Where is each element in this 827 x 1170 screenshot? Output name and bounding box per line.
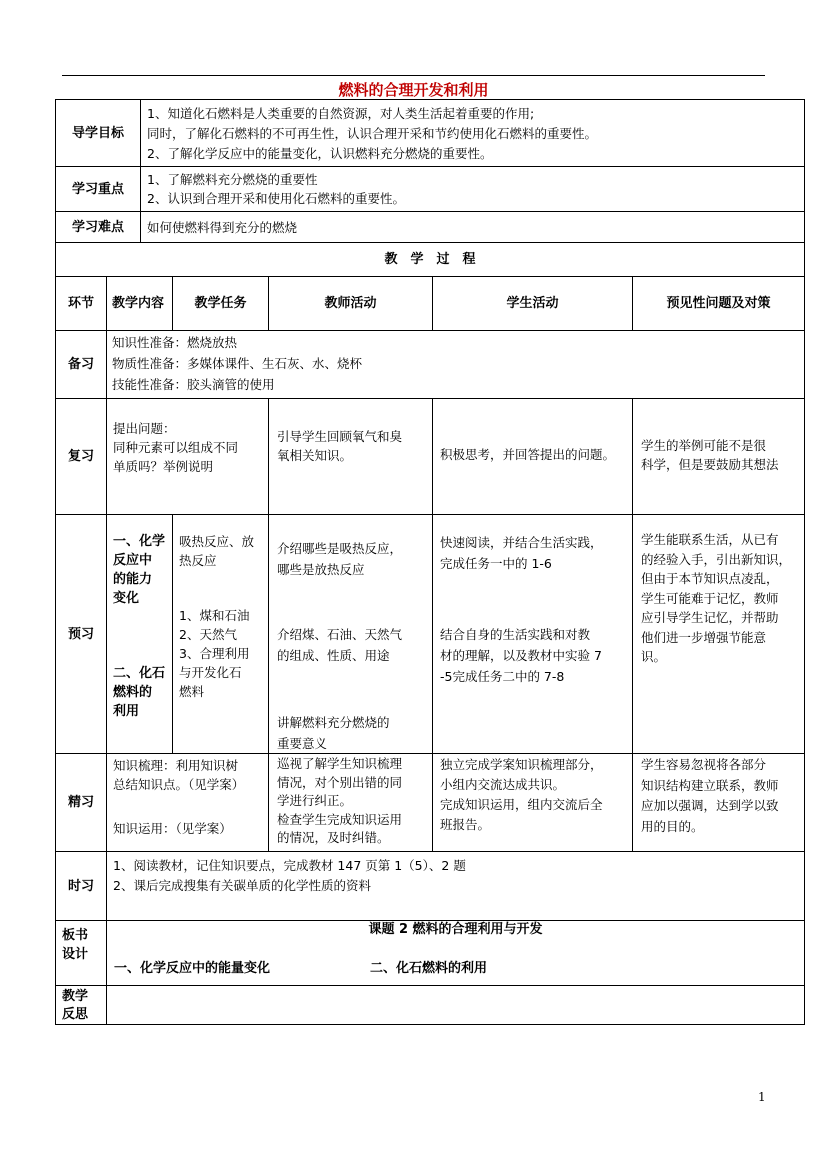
preview-content-line: 的能力 — [113, 572, 153, 587]
refine-strategy-line: 应加以强调，达到学以致 — [641, 798, 779, 813]
preview-teacher-line: 哪些是放热反应 — [277, 562, 365, 577]
reflection-label-line: 反思 — [62, 1007, 89, 1022]
review-content-line: 同种元素可以组成不同 — [113, 440, 239, 455]
preview-teacher-line: 介绍煤、石油、天然气 — [277, 627, 403, 642]
preview-teacher-line: 的组成、性质、用途 — [277, 648, 390, 663]
preview-content-line: 利用 — [113, 704, 140, 719]
preview-teacher-1 — [277, 538, 432, 580]
key-point-line: 2、认识到合理开采和使用化石燃料的重要性。 — [147, 191, 405, 206]
preview-strategy-line: 应引导学生记忆，并帮助 — [641, 610, 779, 625]
goal-line: 1、知道化石燃料是人类重要的自然资源，对人类生活起着重要的作用; — [147, 106, 535, 121]
review-content-line: 提出问题： — [113, 421, 176, 436]
preview-task-line: 热反应 — [179, 553, 217, 568]
prep-line: 知识性准备：燃烧放热 — [112, 335, 238, 350]
goals-text — [147, 104, 802, 164]
preview-task-line: 2、天然气 — [179, 627, 237, 642]
refine-student — [440, 755, 632, 835]
preview-content-2 — [113, 664, 171, 724]
board-label-line: 设计 — [62, 947, 89, 962]
preview-content-1 — [113, 532, 171, 612]
preview-content-line: 变化 — [113, 591, 140, 606]
reflection-label — [62, 988, 106, 1024]
key-points-text — [147, 170, 802, 210]
refine-teacher-line: 的情况，及时纠错。 — [277, 830, 390, 845]
prep-text — [112, 332, 802, 396]
preview-task-line: 3、合理利用 — [179, 646, 250, 661]
board-heading: 课题 2 燃料的合理利用与开发 — [368, 922, 543, 937]
refine-teacher-line: 巡视了解学生知识梳理 — [277, 756, 403, 771]
refine-strategy-line: 用的目的。 — [641, 818, 704, 834]
review-strategy — [641, 436, 803, 476]
preview-strategy — [641, 530, 803, 670]
preview-content-line: 燃料的 — [113, 685, 153, 700]
preview-task-2 — [179, 606, 268, 702]
header-task: 教学任务 — [194, 296, 247, 311]
preview-teacher-2 — [277, 624, 432, 666]
preview-task-line: 吸热反应、放 — [179, 534, 255, 549]
review-content — [113, 419, 267, 479]
review-content-line: 单质吗？举例说明 — [113, 459, 214, 474]
preview-label: 预习 — [67, 626, 94, 642]
page-title: 燃料的合理开发和利用 — [338, 81, 489, 99]
key-points-label: 学习重点 — [71, 181, 124, 197]
header-rule — [62, 75, 765, 76]
review-teacher-line: 氧相关知识。 — [277, 448, 353, 463]
refine-strategy-line: 知识结构建立联系，教师 — [641, 777, 779, 793]
header-teacher: 教师活动 — [324, 296, 377, 311]
preview-task-1 — [179, 532, 268, 572]
preview-student-line: 快速阅读，并结合生活实践， — [440, 535, 603, 550]
refine-strategy-line: 学生容易忽视将各部分 — [641, 757, 767, 772]
refine-student-line: 完成知识运用，组内交流后全 — [440, 797, 603, 812]
review-teacher-line: 引导学生回顾氧气和臭 — [277, 429, 403, 444]
header-student: 学生活动 — [506, 296, 559, 311]
practice-label: 时习 — [67, 878, 94, 894]
preview-strategy-line: 学生可能难于记忆，教师 — [641, 590, 779, 606]
refine-content-2: 知识运用：（见学案） — [113, 821, 232, 836]
preview-teacher-line: 介绍哪些是吸热反应， — [277, 541, 403, 556]
refine-strategy — [641, 755, 803, 839]
board-label-line: 板书 — [62, 928, 89, 943]
preview-student-line: 完成任务一中的 1-6 — [440, 556, 552, 571]
practice-text — [113, 856, 803, 900]
refine-student-line: 独立完成学案知识梳理部分， — [440, 757, 603, 772]
refine-content-line: 知识梳理：利用知识树 — [113, 758, 239, 773]
header-stage: 环节 — [67, 296, 94, 311]
preview-student-1 — [440, 532, 632, 574]
header-strategy: 预见性问题及对策 — [666, 296, 771, 311]
goal-line: 2、了解化学反应中的能量变化，认识燃料充分燃烧的重要性。 — [147, 146, 493, 161]
board-part-1: 一、化学反应中的能量变化 — [114, 961, 271, 976]
review-teacher — [277, 427, 431, 467]
practice-line: 2、课后完成搜集有关碳单质的化学性质的资料 — [113, 878, 371, 893]
preview-student-2 — [440, 624, 632, 687]
prep-line: 技能性准备：胶头滴管的使用 — [112, 377, 275, 392]
preview-teacher-3 — [277, 712, 432, 754]
preview-strategy-line: 学生能联系生活，从已有 — [641, 532, 779, 547]
goal-line: 同时，了解化石燃料的不可再生性，认识合理开采和节约使用化石燃料的重要性。 — [147, 126, 598, 141]
refine-student-line: 小组内交流达成共识。 — [440, 777, 566, 792]
refine-content-1 — [113, 756, 268, 796]
preview-task-line: 与开发化石 — [179, 665, 242, 680]
preview-strategy-line: 但由于本节知识点凌乱， — [641, 571, 779, 586]
page-number: 1 — [758, 1090, 766, 1104]
board-label — [62, 926, 106, 966]
prep-line: 物质性准备：多媒体课件、生石灰、水、烧杯 — [112, 356, 363, 371]
review-label: 复习 — [67, 449, 94, 464]
preview-student-line: -5完成任务二中的 7-8 — [440, 669, 565, 684]
preview-strategy-line: 的经验入手，引出新知识， — [641, 551, 792, 567]
goals-label: 导学目标 — [71, 125, 124, 141]
refine-student-line: 班报告。 — [440, 817, 491, 832]
review-student: 积极思考，并回答提出的问题。 — [440, 447, 616, 462]
difficulty-text: 如何使燃料得到充分的燃烧 — [147, 219, 298, 235]
refine-teacher-line: 学进行纠正。 — [277, 793, 353, 808]
refine-content-line: 总结知识点。（见学案） — [113, 777, 245, 792]
header-content: 教学内容 — [112, 295, 165, 311]
board-part-2: 二、化石燃料的利用 — [370, 961, 488, 976]
difficulty-label: 学习难点 — [71, 219, 124, 235]
practice-line: 1、阅读教材，记住知识要点，完成教材 147 页第 1（5）、2 题 — [113, 858, 466, 873]
review-strategy-line: 科学，但是要鼓励其想法 — [641, 457, 779, 472]
preview-strategy-line: 他们进一步增强节能意 — [641, 629, 767, 645]
reflection-label-line: 教学 — [62, 989, 89, 1004]
refine-teacher-line: 检查学生完成知识运用 — [277, 811, 403, 827]
preview-content-line: 一、化学 — [113, 534, 166, 549]
preview-task-line: 燃料 — [179, 684, 205, 699]
preview-student-line: 结合自身的生活实践和对教 — [440, 627, 591, 642]
key-point-line: 1、了解燃料充分燃烧的重要性 — [147, 172, 318, 187]
preview-content-line: 反应中 — [113, 553, 153, 568]
refine-teacher — [277, 755, 432, 851]
refine-teacher-line: 情况，对个别出错的同 — [277, 774, 403, 790]
prep-label: 备习 — [67, 357, 94, 372]
process-title: 教 学 过 程 — [384, 252, 476, 267]
preview-strategy-line: 识。 — [641, 649, 667, 664]
review-strategy-line: 学生的举例可能不是很 — [641, 438, 767, 453]
preview-student-line: 材的理解，以及教材中实验 7 — [440, 648, 602, 663]
preview-task-line: 1、煤和石油 — [179, 608, 250, 623]
preview-teacher-line: 讲解燃料充分燃烧的 — [277, 715, 390, 730]
preview-content-line: 二、化石 — [113, 666, 166, 681]
refine-label: 精习 — [67, 795, 94, 810]
preview-teacher-line: 重要意义 — [277, 736, 328, 751]
